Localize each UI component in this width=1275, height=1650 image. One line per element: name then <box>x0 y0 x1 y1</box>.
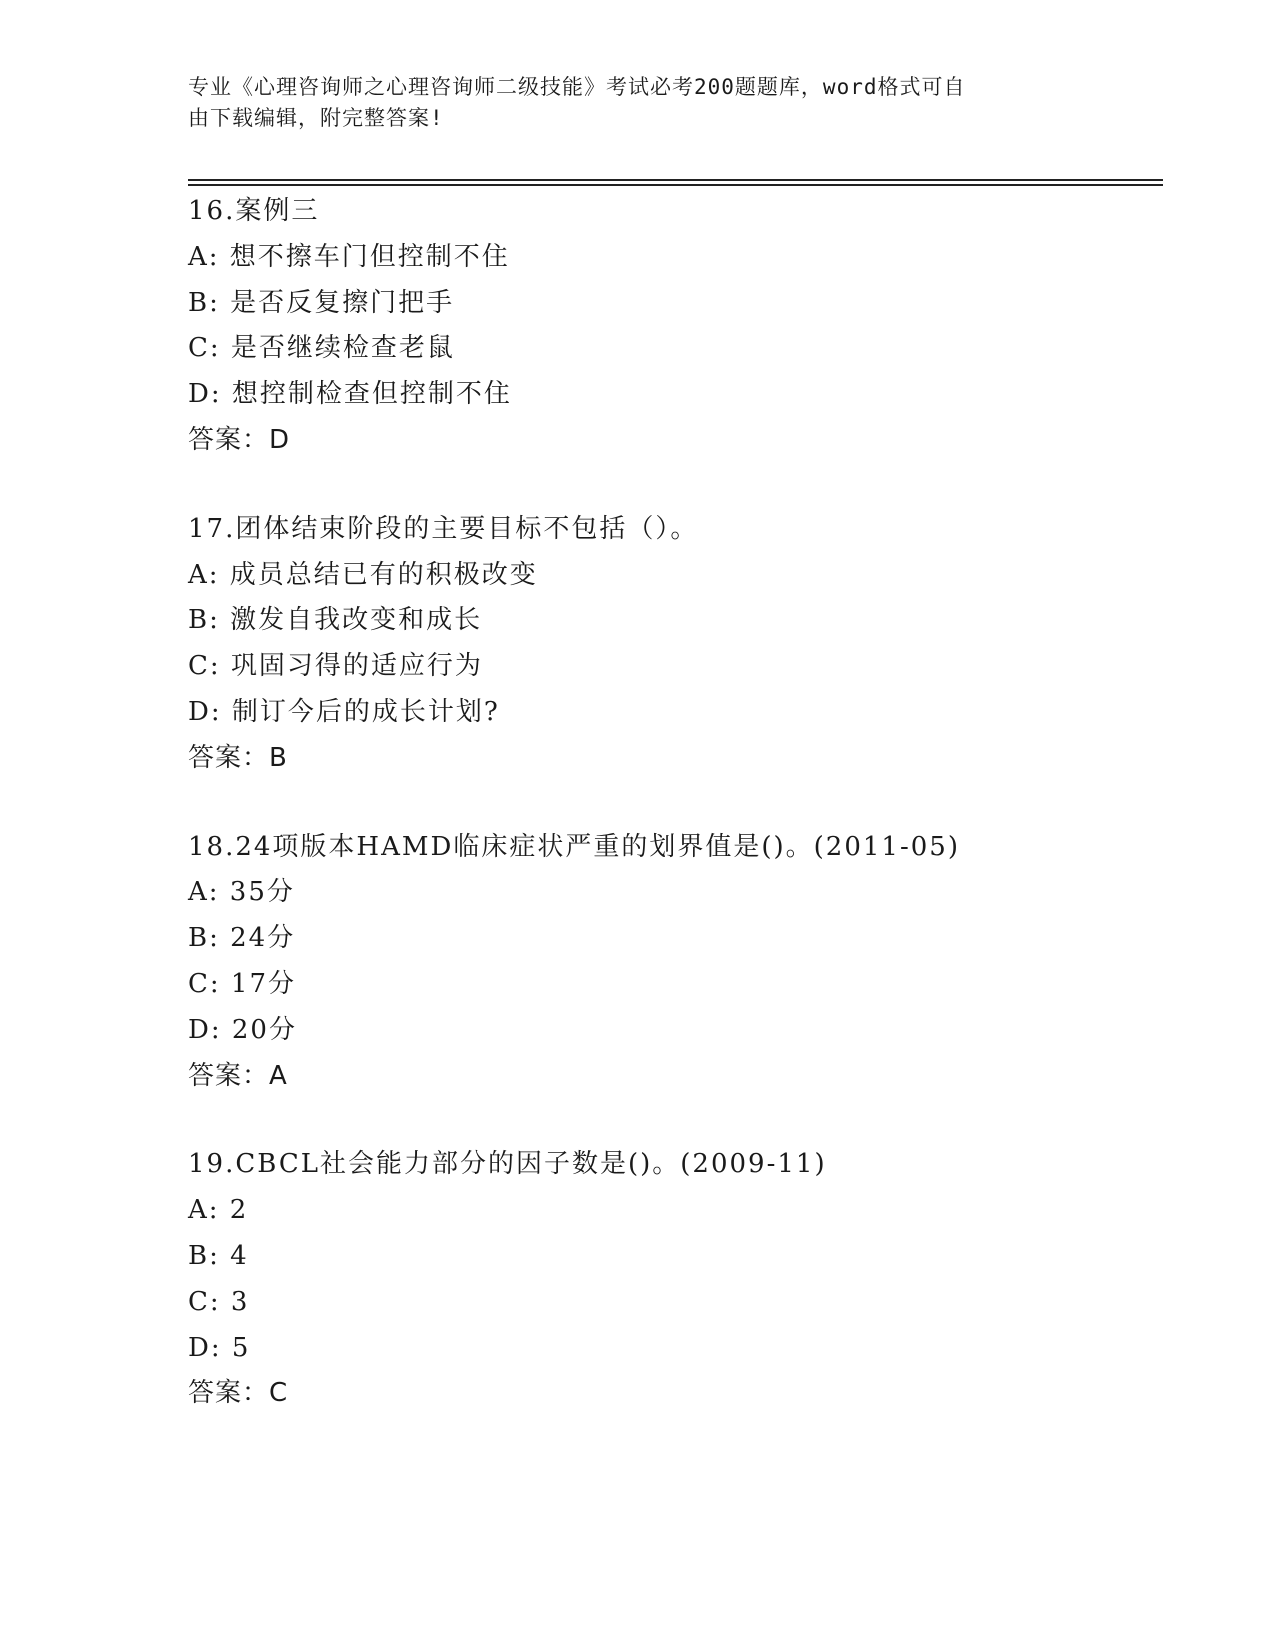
header-divider-top <box>188 179 1163 181</box>
question-list <box>188 189 1163 1460</box>
option-d: D: 制订今后的成长计划? <box>188 696 500 727</box>
option-c: C: 巩固习得的适应行为 <box>188 651 483 682</box>
option-d: D: 想控制检查但控制不住 <box>188 379 512 410</box>
option-c: C: 是否继续检查老鼠 <box>188 333 455 364</box>
option-b: B: 24分 <box>188 923 296 954</box>
option-b: B: 4 <box>188 1240 249 1271</box>
answer-line: 答案：C <box>188 1378 289 1409</box>
question-title: 18.24项版本HAMD临床症状严重的划界值是()。(2011-05) <box>188 831 960 862</box>
option-a: A: 2 <box>188 1195 249 1226</box>
option-a: A: 成员总结已有的积极改变 <box>188 559 538 590</box>
question-17 <box>188 507 1163 782</box>
option-d: D: 5 <box>188 1332 251 1363</box>
option-d: D: 20分 <box>188 1014 297 1045</box>
question-title: 17.团体结束阶段的主要目标不包括（）。 <box>188 513 699 544</box>
document-header <box>188 72 1068 134</box>
question-19 <box>188 1142 1163 1417</box>
answer-line: 答案：A <box>188 1060 288 1091</box>
header-line-1: 专业《心理咨询师之心理咨询师二级技能》考试必考200题题库，word格式可自 <box>188 75 966 99</box>
option-c: C: 17分 <box>188 968 297 999</box>
question-18 <box>188 825 1163 1100</box>
header-line-2: 由下载编辑，附完整答案! <box>188 106 444 130</box>
question-title: 16.案例三 <box>188 196 320 226</box>
option-c: C: 3 <box>188 1286 250 1317</box>
question-16 <box>188 189 1163 464</box>
option-b: B: 是否反复擦门把手 <box>188 287 455 318</box>
header-divider-bottom <box>188 184 1163 186</box>
option-a: A: 想不擦车门但控制不住 <box>188 241 510 272</box>
option-a: A: 35分 <box>188 877 295 908</box>
option-b: B: 激发自我改变和成长 <box>188 605 483 636</box>
answer-line: 答案：B <box>188 742 288 773</box>
answer-line: 答案：D <box>188 424 291 455</box>
question-title: 19.CBCL社会能力部分的因子数是()。(2009-11) <box>188 1149 827 1180</box>
